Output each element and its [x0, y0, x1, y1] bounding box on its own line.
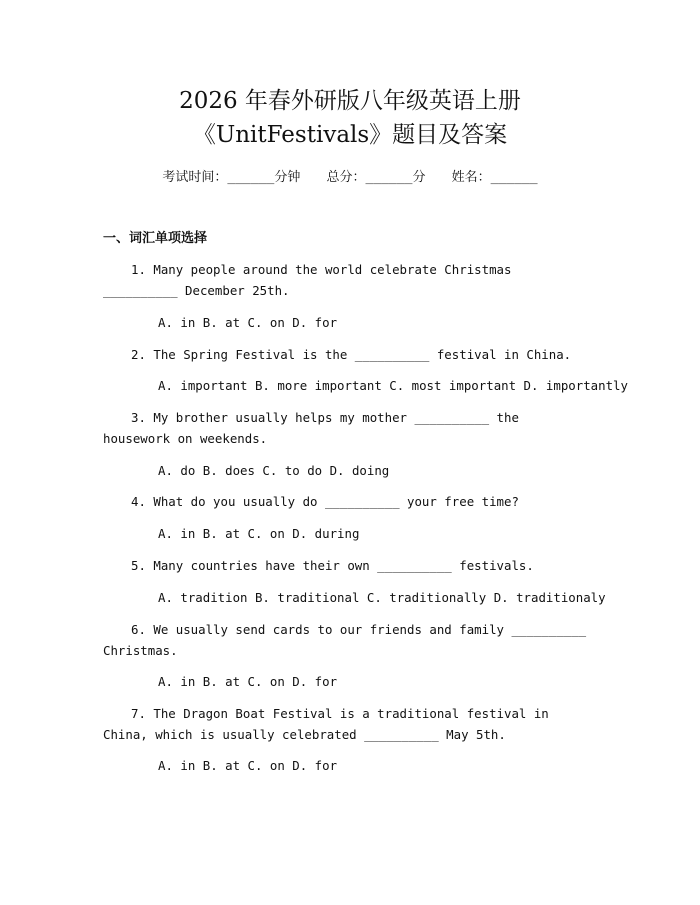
page-title-line1: 2026 年春外研版八年级英语上册	[179, 88, 521, 114]
score-label: 总分：	[326, 170, 366, 185]
question-1: 1. Many people around the world celebrate Christmas __________ December 25th.	[103, 262, 512, 298]
question-5-options: A. tradition B. traditional C. traditionally D. traditionaly	[158, 590, 606, 605]
score-blank: ______	[365, 170, 413, 185]
name-field	[452, 170, 538, 185]
question-6: 6. We usually send cards to our friends and family __________ Christmas.	[103, 622, 587, 658]
name-blank: ______	[490, 170, 538, 185]
question-7: 7. The Dragon Boat Festival is a traditional festival in China, which is usually celebrated __________ May 5th.	[103, 706, 549, 742]
exam-info	[0, 168, 700, 188]
score-unit: 分	[412, 170, 426, 185]
question-1-options: A. in B. at C. on D. for	[158, 315, 338, 330]
name-label: 姓名：	[451, 170, 491, 185]
time-unit: 分钟	[274, 170, 301, 185]
question-4-options: A. in B. at C. on D. during	[158, 526, 360, 541]
section-heading: 一、词汇单项选择	[103, 231, 208, 246]
score-field	[327, 170, 426, 185]
question-2-options: A. important B. more important C. most important D. importantly	[158, 378, 628, 393]
time-blank: ______	[227, 170, 275, 185]
page-title-line2: 《UnitFestivals》题目及答案	[192, 122, 508, 148]
question-4: 4. What do you usually do __________ your free time?	[131, 494, 519, 509]
question-6-options: A. in B. at C. on D. for	[158, 674, 338, 689]
question-2: 2. The Spring Festival is the __________ festival in China.	[131, 347, 572, 362]
time-field	[162, 170, 300, 185]
question-3: 3. My brother usually helps my mother __________ the housework on weekends.	[103, 410, 519, 446]
question-5: 5. Many countries have their own __________ festivals.	[131, 558, 534, 573]
time-label: 考试时间：	[162, 170, 228, 185]
question-3-options: A. do B. does C. to do D. doing	[158, 463, 390, 478]
question-7-options: A. in B. at C. on D. for	[158, 758, 338, 773]
